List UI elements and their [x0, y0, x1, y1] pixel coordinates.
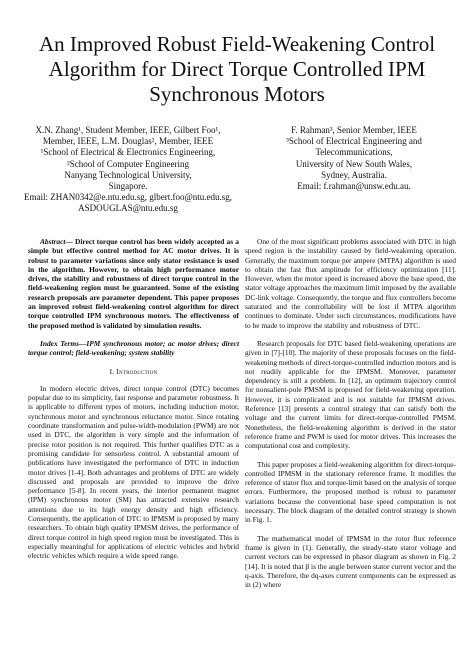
affiliation-line: University of New South Wales, [295, 158, 413, 169]
email-line: Email: ZHAN0342@e.ntu.edu.sg, glbert.foo@ntu.edu.sg, [23, 192, 233, 203]
body-paragraph: Research proposals for DTC based field-weakening operations are given in [7]-[10]. The majority of these proposals focuses on the field-weakening methods of direct-torque-controlled induction motors and is not readily applicable for the IPMSM. Moreover, parameter dependency is still a problem. In [12], an optimum trajectory control for nonsalient-pole PMSM is proposed for field-weakening operation. However, it is complicated and is not suitable for IPMSM drives. Reference [13] presents a control strategy that can satisfy both the voltage and the current limits for direct-torque-controlled PMSM. Nonetheless, the field-weakening algorithm is derived in the stator reference frame and PWM is used for motor drives. This increases the computational cost and complexity. [245, 338, 456, 451]
section-heading: I. Introduction [109, 366, 158, 376]
body-paragraph: One of the most significant problems associated with DTC in high speed region is the instability caused by field-weakening operation. Generally, the maximum torque per ampere (MTPA) algorithm is used to obtain the fast flux amplitude for efficiency optimization [11]. However, when the motor speed is increased above the base speed, the stator voltage approaches the maximum limit imposed by the available DC-link voltage. Consequently, the torque and flux controllers become saturated and the controllability will be lost if MTPA algorithm continues to dominate. Under such circumstances, modifications have to be made to improve the stability and robustness of DTC. [245, 237, 456, 330]
author-line: F. Rahman³, Senior Member, IEEE [291, 125, 417, 135]
affiliation-line: Singapore. [108, 181, 148, 192]
paper-title: An Improved Robust Field-Weakening Control Algorithm for Direct Torque Controlled IPM Synchronous Motors [38, 32, 436, 106]
author-line: Member, IEEE, L.M. Douglas², Member, IEEE [42, 136, 214, 147]
email-line: ASDOUGLAS@ntu.edu.sg [78, 203, 178, 214]
body-paragraph: The mathematical model of IPMSM in the rotor flux reference frame is given in (1). Generally, the steady-state stator voltage and current vectors can be expressed in phasor diagram as shown in Fig. 2 [14]. It is noted that β is the angle between stator current vector and the q-axis. Therefore, the dq-axes current components can be expressed as in (2) where [245, 533, 456, 590]
affiliation-line: ³School of Electrical Engineering and Telecommunications, [286, 136, 422, 158]
left-column [28, 237, 239, 561]
right-column [245, 237, 456, 589]
body-paragraph: This paper proposes a field-weakening algorithm for direct-torque-controlled IPMSM in the stationary reference frame. It modifies the reference of stator flux and torque-limit based on the analysis of torque errors. Furthermore, the proposed method is robust to parameter variations because the conventional base speed computation is not necessary. The block diagram of the detailed control strategy is shown in Fig. 1. [245, 459, 456, 525]
abstract-label: Abstract— [40, 237, 73, 246]
affiliation-line: ¹School of Electrical & Electronics Engineering, [40, 147, 216, 158]
intro-paragraph: In modern electric drives, direct torque control (DTC) becomes popular due to its simplicity, fast response and parameter robustness. It is applicable to different types of motors, including induction motor, synchronous motor and synchronous reluctance motor. Since rotating coordinate transformation and pulse-width-modulation (PWM) are not used in DTC, the algorithm is very simple and the information of precise rotor position is not required. This further qualifies DTC as a promising candidate for sensorless control. A substantial amount of publications have investigated the performance of DTC in induction motor drives [1-4]. Both advantages and problems of DTC are widely discussed and proposals are provided to improve the drive performance [5-8]. In recent years, the interior permanent magnet (IPM) synchronous motor (SM) has attracted extensive research attentions due to its high energy density and high efficiency. Consequently, the application of DTC to IPMSM is proposed by many researchers. To obtain high quality IPMSM drives, the performance of direct torque control in high speed region must be investigated. This is especially meaningful for applications of electric vehicles and hybrid electric vehicles which require a wide speed range. [28, 383, 239, 561]
email-line: Email: f.rahman@unsw.edu.au. [297, 181, 411, 192]
author-block-right [250, 125, 458, 192]
affiliation-line: Sydney, Australia. [321, 169, 387, 180]
abstract-text: Direct torque control has been widely accepted as a simple but effective control method for AC motor drives. It is robust to parameter variations since only stator resistance is used in the algorithm. However, to obtain high performance motor drives, the stability and robustness of direct torque control in the field-weakening region must be guaranteed. Some of the existing research proposals are parameter dependent. This paper proposes an improved robust field-weakening control algorithm for direct torque controlled IPM synchronous motors. The effectiveness of the proposed method is validated by simulation results. [28, 237, 239, 330]
abstract [28, 237, 239, 330]
author-block-left [20, 125, 236, 215]
affiliation-line: ²School of Computer Engineering [67, 158, 189, 169]
affiliation-line: Nanyang Technological University, [64, 169, 192, 180]
index-terms: Index Terms—IPM synchronous motor; ac motor drives; direct torque control; field-weakening; system stability [28, 338, 239, 358]
author-line: X.N. Zhang¹, Student Member, IEEE, Gilbert Foo¹, [35, 125, 221, 135]
